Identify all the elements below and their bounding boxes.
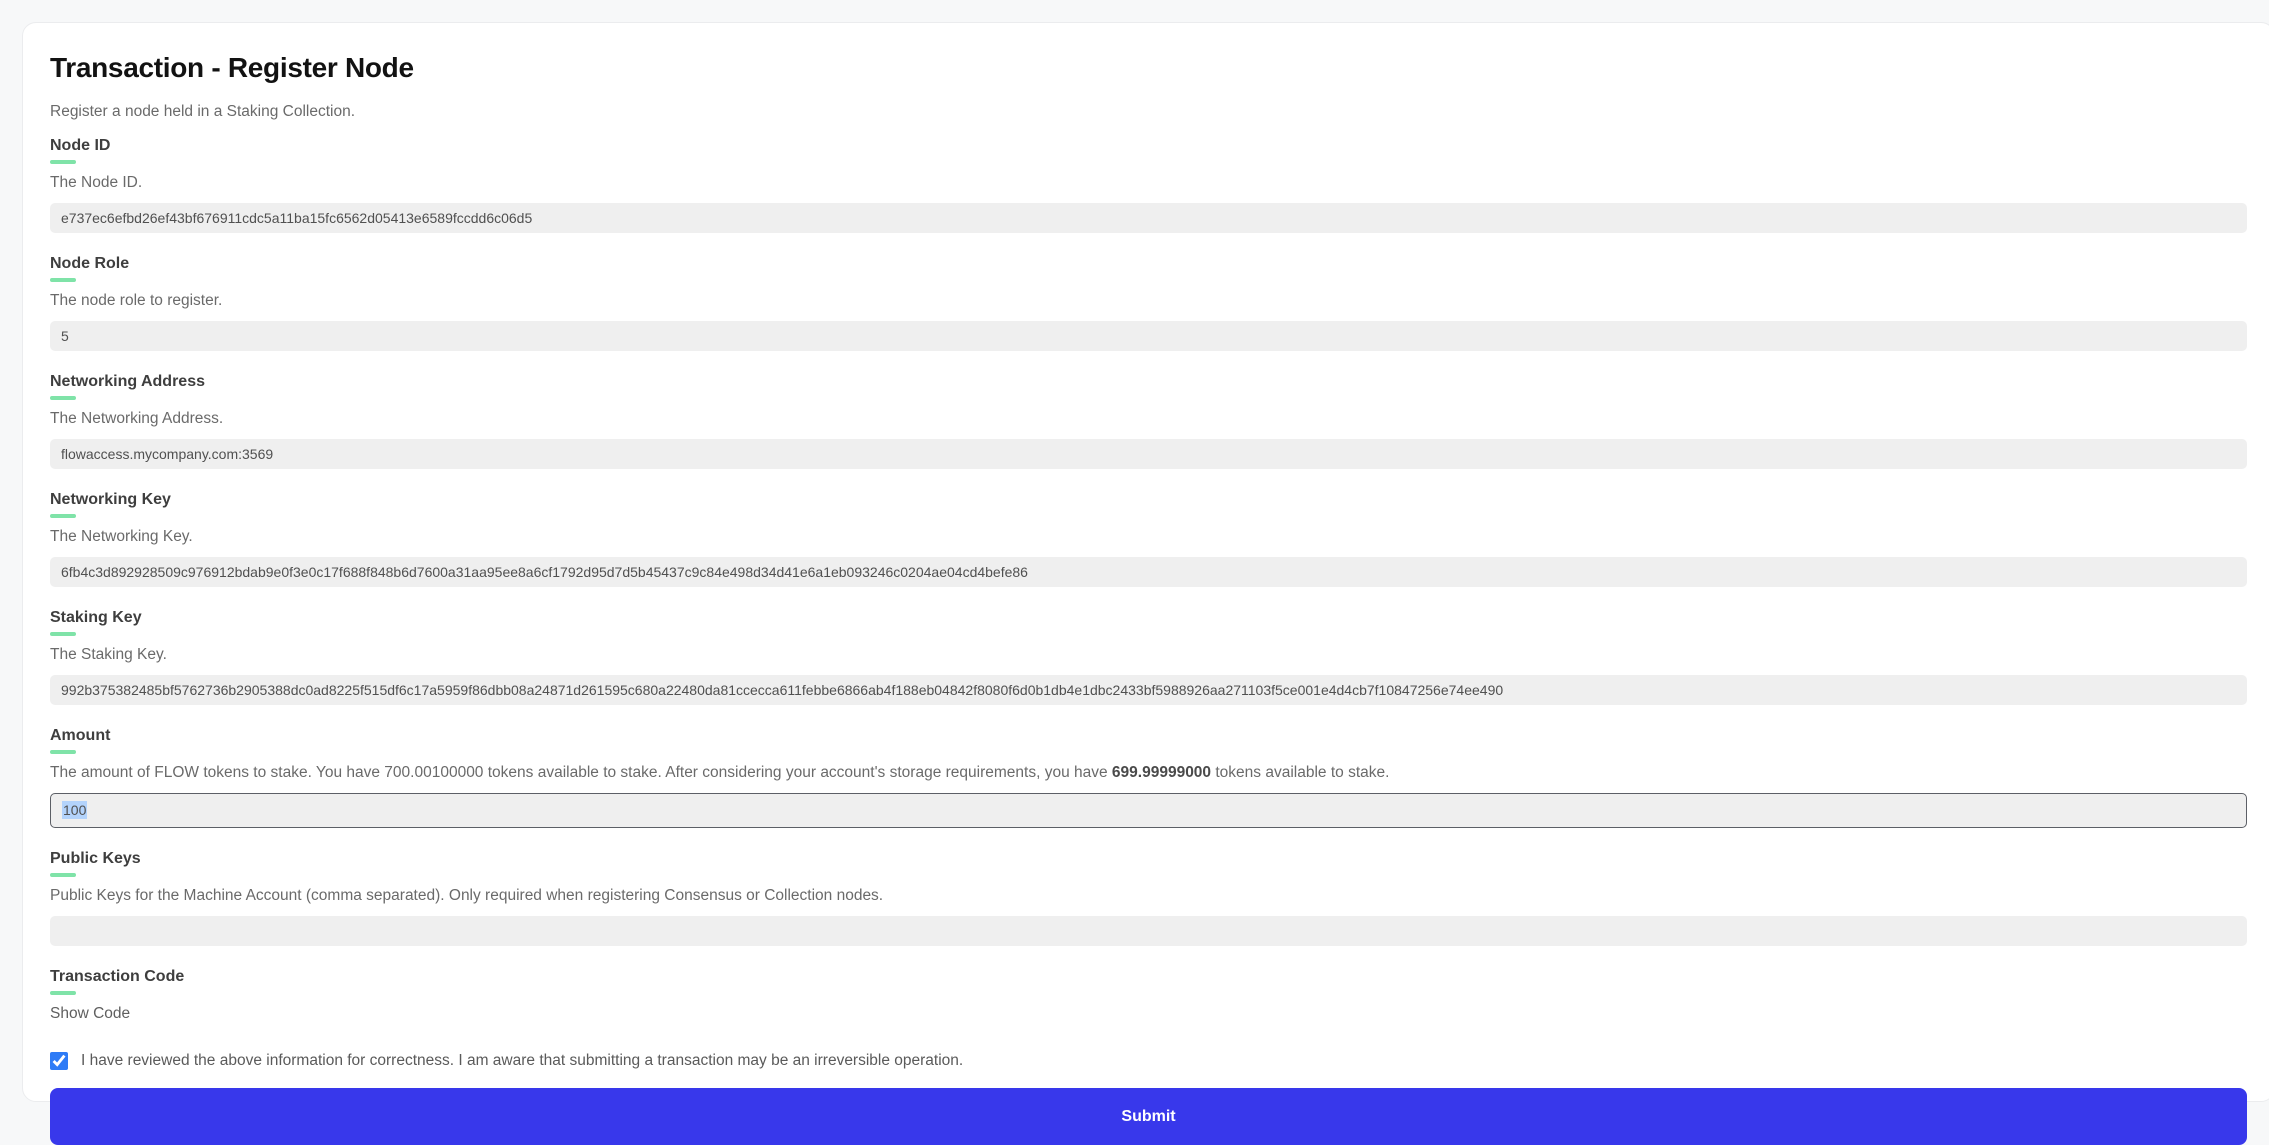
amount-selected-text: 100: [63, 802, 87, 818]
confirmation-row: [50, 1051, 2247, 1071]
label-underline: [50, 396, 76, 400]
field-label: Public Keys: [50, 850, 141, 867]
amount-desc-text: tokens available to stake.: [1211, 764, 1390, 781]
field-amount: [50, 725, 2247, 828]
field-label: Node ID: [50, 137, 111, 154]
field-label: Networking Key: [50, 491, 171, 508]
field-label: Amount: [50, 727, 111, 744]
transaction-card: [22, 22, 2269, 1125]
page-title: Transaction - Register Node: [50, 52, 414, 83]
field-label: Transaction Code: [50, 968, 185, 985]
field-description: [50, 762, 2247, 784]
node-role-input[interactable]: [50, 321, 2247, 351]
field-description: The node role to register.: [50, 292, 223, 309]
amount-available-bold: 699.99999000: [1111, 764, 1212, 781]
field-node-role: [50, 253, 2247, 351]
field-public-keys: [50, 848, 2247, 946]
label-underline: [50, 278, 76, 282]
networking-key-input[interactable]: [50, 557, 2247, 587]
field-label: Staking Key: [50, 609, 142, 626]
field-label: Node Role: [50, 255, 130, 272]
field-networking-address: [50, 371, 2247, 469]
field-networking-key: [50, 489, 2247, 587]
label-underline: [50, 750, 76, 754]
field-description: The Node ID.: [50, 174, 143, 191]
public-keys-input[interactable]: [50, 916, 2247, 946]
field-description: Public Keys for the Machine Account (comma separated). Only required when registering Consensus or Collection nodes.: [50, 887, 884, 904]
field-label: Networking Address: [50, 373, 205, 390]
label-underline: [50, 160, 76, 164]
field-description: The Networking Address.: [50, 410, 224, 427]
networking-address-input[interactable]: [50, 439, 2247, 469]
field-description: The Staking Key.: [50, 646, 167, 663]
node-id-input[interactable]: [50, 203, 2247, 233]
label-underline: [50, 873, 76, 877]
field-node-id: [50, 135, 2247, 233]
field-staking-key: [50, 607, 2247, 705]
page-subtitle: Register a node held in a Staking Collection.: [50, 103, 356, 120]
field-description: The Networking Key.: [50, 528, 193, 545]
staking-key-input[interactable]: [50, 675, 2247, 705]
section-transaction-code: [50, 966, 2247, 1025]
confirmation-label: I have reviewed the above information for correctness. I am aware that submitting a transaction may be an irreversible operation.: [81, 1052, 964, 1069]
label-underline: [50, 991, 76, 995]
label-underline: [50, 632, 76, 636]
amount-input[interactable]: [50, 793, 2247, 828]
label-underline: [50, 514, 76, 518]
submit-button[interactable]: Submit: [50, 1088, 2247, 1145]
show-code-toggle[interactable]: Show Code: [50, 1005, 131, 1022]
confirmation-checkbox[interactable]: [50, 1052, 68, 1070]
amount-desc-text: The amount of FLOW tokens to stake. You have 700.00100000 tokens available to stake. After considering your account's storage requirements, you have: [50, 764, 1112, 781]
